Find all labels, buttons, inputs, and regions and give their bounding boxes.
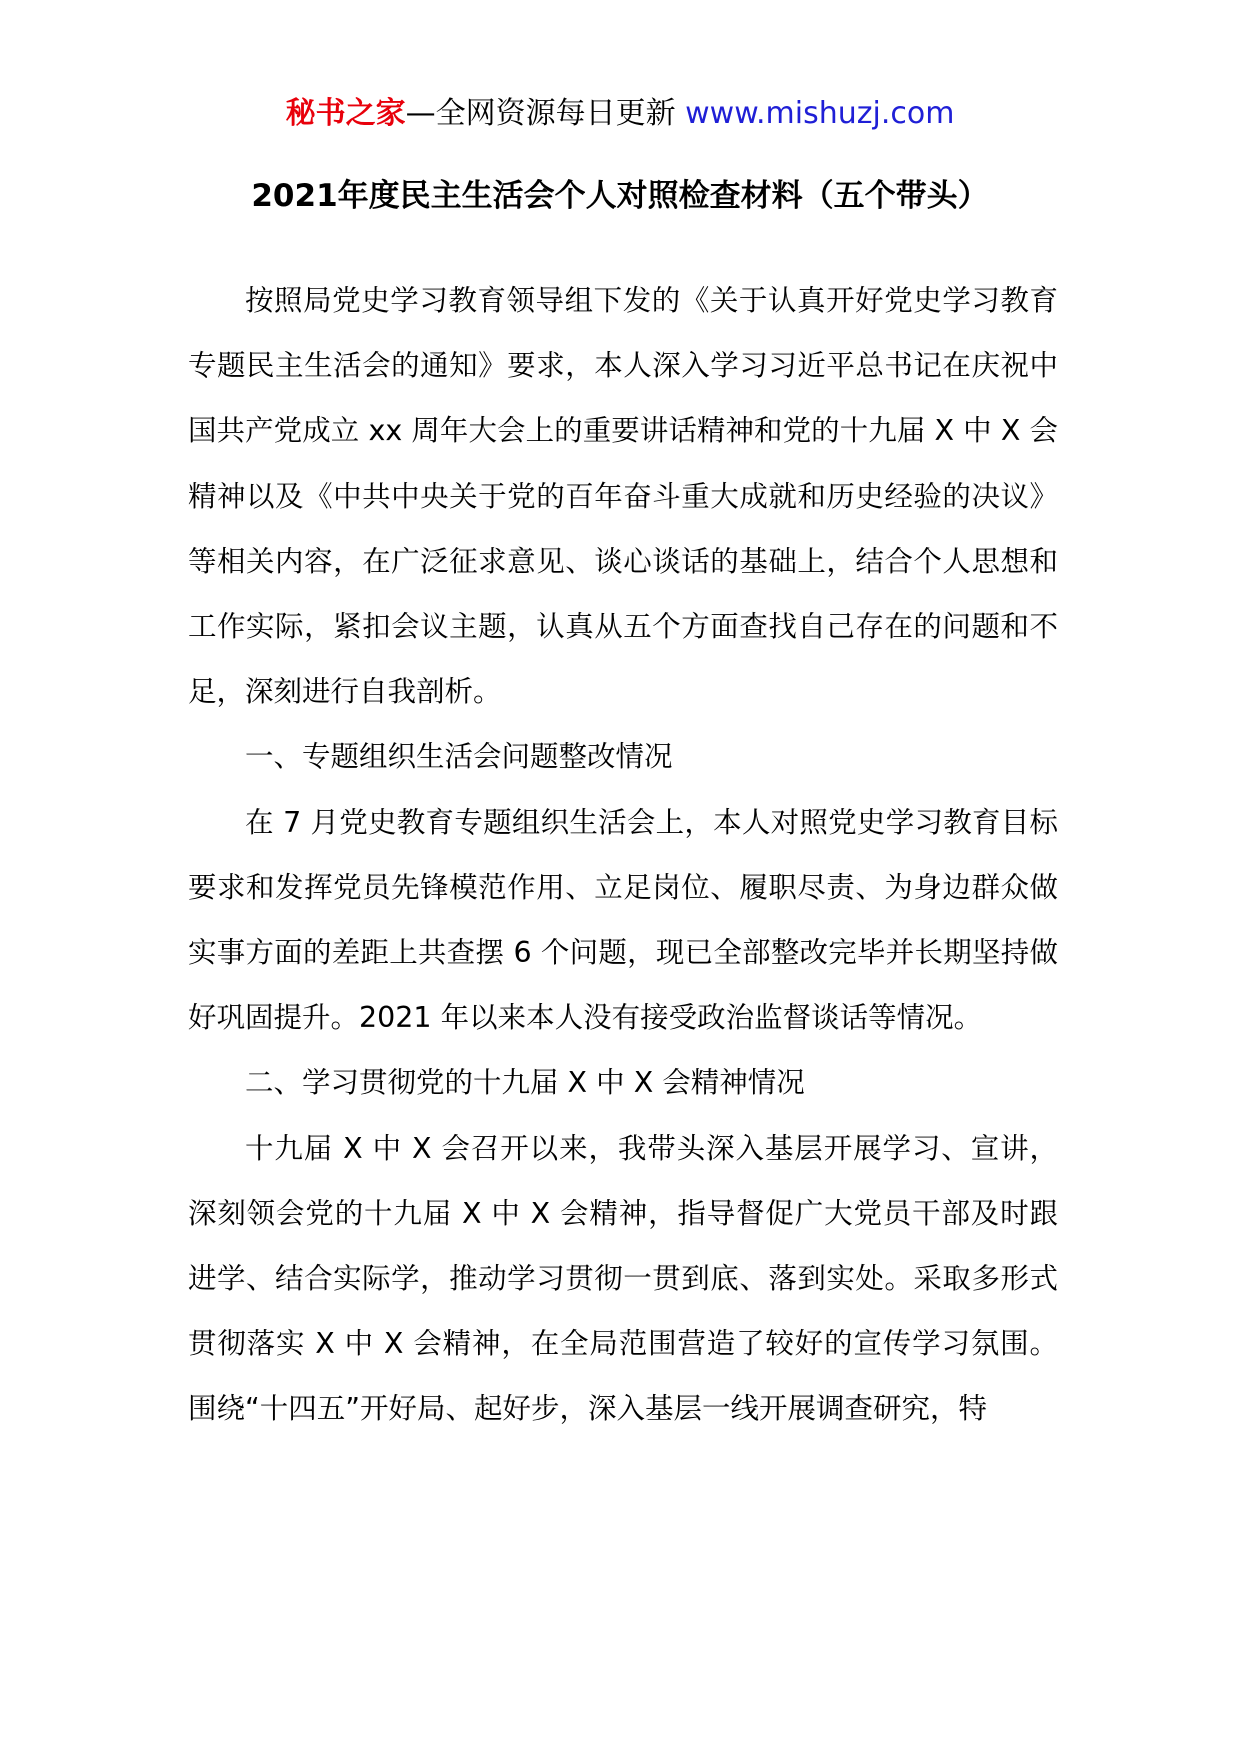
brand-name: 秘书之家 — [285, 96, 406, 131]
section-2-paragraph: 十九届 X 中 X 会召开以来，我带头深入基层开展学习、宣讲，深刻领会党的十九届 X 中 X 会精神，指导督促广大党员干部及时跟进学、结合实际学，推动学习贯彻一贯到底、落到实处。采取多形式贯彻落实 X 中 X 会精神，在全局范围营造了较好的宣传学习氛围。围绕“十四五”开好局、起好步，深入基层一线开展调查研究，特 — [188, 1131, 1058, 1426]
site-header — [0, 94, 1240, 134]
document-body — [188, 268, 1058, 1442]
site-url-link[interactable]: www.mishuzj.com — [685, 96, 955, 131]
document-title: 2021年度民主生活会个人对照检查材料（五个带头） — [251, 178, 989, 214]
section-heading-2: 二、学习贯彻党的十九届 X 中 X 会精神情况 — [245, 1066, 805, 1100]
section-1-paragraph: 在 7 月党史教育专题组织生活会上，本人对照党史学习教育目标要求和发挥党员先锋模范作用、立足岗位、履职尽责、为身边群众做实事方面的差距上共查摆 6 个问题，现已全部整改完毕并长期坚持做好巩固提升。2021 年以来本人没有接受政治监督谈话等情况。 — [188, 805, 1058, 1035]
intro-paragraph: 按照局党史学习教育领导组下发的《关于认真开好党史学习教育专题民主生活会的通知》要求，本人深入学习习近平总书记在庆祝中国共产党成立 xx 周年大会上的重要讲话精神和党的十九届 X 中 X 会精神以及《中共中央关于党的百年奋斗重大成就和历史经验的决议》等相关内容，在广泛征求意见、谈心谈话的基础上，结合个人思想和工作实际，紧扣会议主题，认真从五个方面查找自己存在的问题和不足，深刻进行自我剖析。 — [188, 284, 1058, 709]
header-slogan: —全网资源每日更新 — [405, 96, 686, 131]
section-heading-1: 一、专题组织生活会问题整改情况 — [245, 740, 673, 774]
